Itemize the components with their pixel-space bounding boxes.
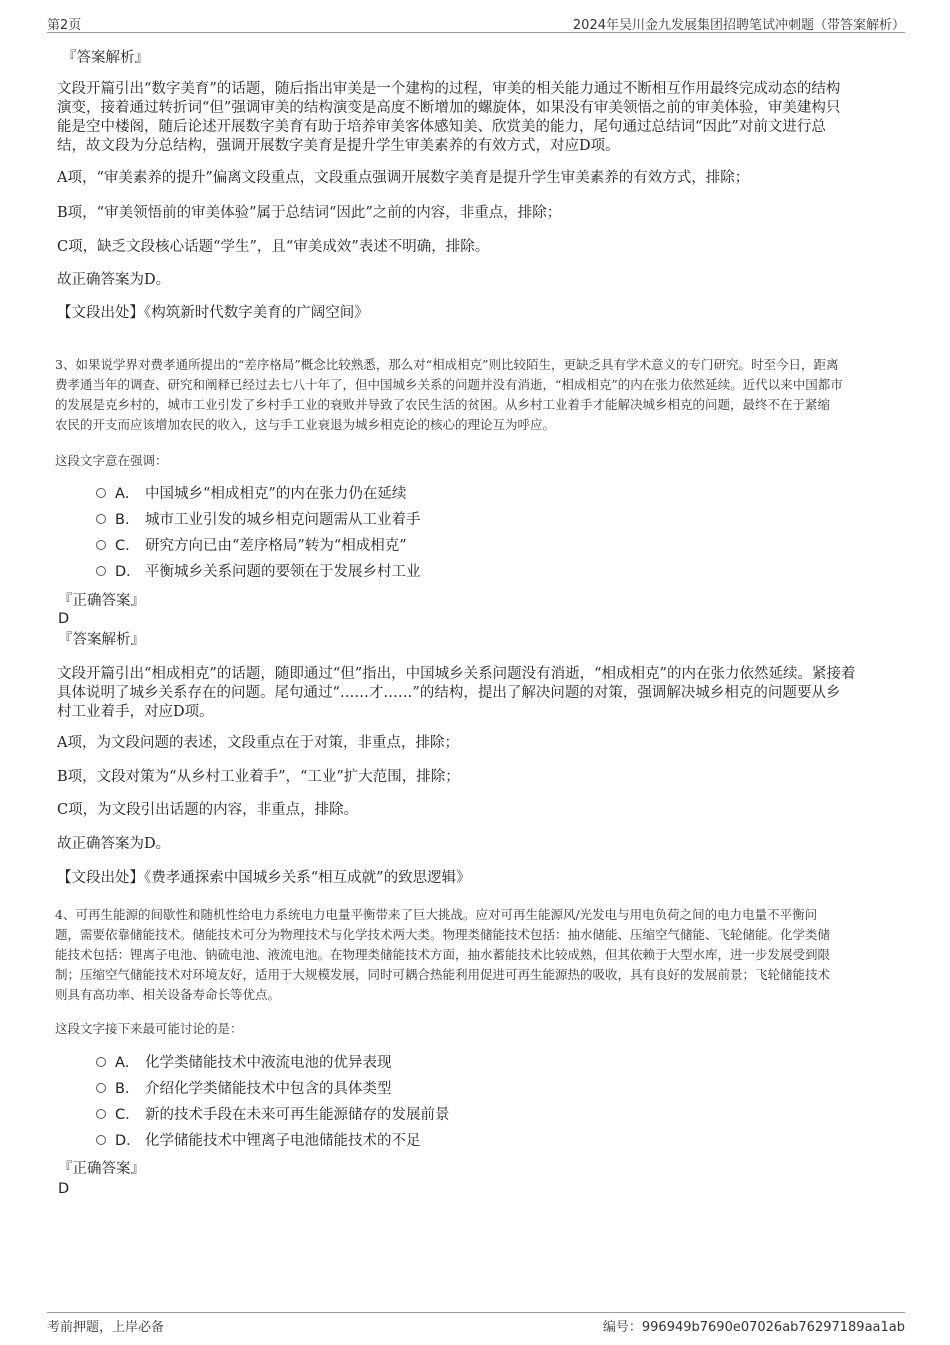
q3-answer-label: 『正确答案』 [58, 593, 145, 609]
q4-passage [55, 905, 905, 1005]
q4-passage-line: 4、可再生能源的间歇性和随机性给电力系统电力电量平衡带来了巨大挑战。应对可再生能源风/光发电与用电负荷之间的电力电量不平衡问 [55, 907, 818, 922]
q4-passage-line: 题，需要依靠储能技术。储能技术可分为物理技术与化学技术两大类。物理类储能技术包括：抽水储能、压缩空气储能、飞轮储能。化学类储 [55, 927, 831, 942]
q3-option-c[interactable] [96, 535, 796, 557]
radio-icon[interactable] [96, 514, 106, 524]
q3-analysis-paragraph [57, 665, 887, 722]
q2-analysis-label: 『答案解析』 [62, 50, 149, 66]
q4-passage-line: 制；压缩空气储能技术对环境友好，适用于大规模发展，同时可耦合热能利用促进可再生能源热的吸收，具有良好的发展前景；飞轮储能技术 [55, 967, 831, 982]
q3-answer: D [58, 611, 70, 627]
q2-analysis-line: 演变，接着通过转折词“但”强调审美的结构演变是高度不断增加的螺旋体，如果没有审美领悟之前的审美体验，审美建构只 [57, 100, 841, 116]
q3-option-a[interactable] [96, 483, 796, 505]
q2-analysis-line: 文段开篇引出“数字美育”的话题，随后指出审美是一个建构的过程，审美的相关能力通过不断相互作用最终完成动态的结构 [57, 81, 841, 97]
option-text: 化学储能技术中锂离子电池储能技术的不足 [145, 1133, 421, 1149]
radio-icon[interactable] [96, 1109, 106, 1119]
q3-explain-b: B项，文段对策为“从乡村工业着手”，“工业”扩大范围，排除； [57, 769, 460, 785]
q4-answer-label: 『正确答案』 [58, 1161, 145, 1177]
q2-analysis-line: 能是空中楼阁，随后论述开展数字美育有助于培养审美客体感知美、欣赏美的能力，尾句通过总结词“因此”对前文进行总 [57, 119, 826, 135]
radio-icon[interactable] [96, 1083, 106, 1093]
q4-passage-line: 则具有高功率、相关设备寿命长等优点。 [55, 987, 281, 1002]
option-text: 化学类储能技术中液流电池的优异表现 [145, 1055, 392, 1071]
q3-analysis-label: 『答案解析』 [58, 632, 145, 648]
option-letter: D． [115, 1133, 141, 1149]
page-footer [47, 1312, 905, 1337]
option-text: 介绍化学类储能技术中包含的具体类型 [145, 1081, 392, 1097]
q2-analysis-paragraph [57, 80, 887, 156]
q2-explain-a: A项，“审美素养的提升”偏离文段重点，文段重点强调开展数字美育是提升学生审美素养的有效方式，排除； [57, 170, 750, 186]
q4-option-a[interactable] [96, 1052, 796, 1074]
document-code: 编号：996949b7690e07026ab76297189aa1ab [602, 1320, 905, 1335]
q2-explain-b: B项，“审美领悟前的审美体验”属于总结词“因此”之前的内容，非重点，排除； [57, 205, 562, 221]
q3-explain-c: C项，为文段引出话题的内容，非重点，排除。 [57, 802, 359, 818]
q3-passage-line: 费孝通当年的调查、研究和阐释已经过去七八十年了，但中国城乡关系的问题并没有消逝，“相成相克”的内在张力依然延续。近代以来中国都市 [55, 377, 843, 392]
q3-analysis-line: 具体说明了城乡关系存在的问题。尾句通过“……才……”的结构，提出了解决问题的对策，强调解决城乡相克的问题要从乡 [57, 685, 841, 701]
q3-passage-line: 的发展是克乡村的，城市工业引发了乡村手工业的衰败并导致了农民生活的贫困。从乡村工业着手才能解决城乡相克的问题，最终不在于紧缩 [55, 397, 831, 412]
q3-explain-a: A项，为文段问题的表述，文段重点在于对策，非重点，排除； [57, 735, 459, 751]
option-letter: D． [115, 564, 141, 580]
option-letter: B． [115, 512, 140, 528]
q3-passage [55, 355, 905, 435]
q4-answer: D [58, 1181, 70, 1197]
q3-analysis-line: 文段开篇引出“相成相克”的话题，随即通过“但”指出，中国城乡关系问题没有消逝，“相成相克”的内在张力依然延续。紧接着 [57, 666, 856, 682]
option-letter: A． [115, 1055, 140, 1071]
option-letter: A． [115, 486, 140, 502]
page-header [47, 12, 905, 33]
page-number: 第2页 [47, 18, 82, 33]
q4-option-c[interactable] [96, 1104, 796, 1126]
q3-analysis-line: 村工业着手，对应D项。 [57, 704, 214, 720]
footer-slogan: 考前押题，上岸必备 [47, 1320, 165, 1335]
option-letter: C． [115, 538, 140, 554]
q2-source: 【文段出处】《构筑新时代数字美育的广阔空间》 [57, 305, 369, 321]
radio-icon[interactable] [96, 1135, 106, 1145]
q4-passage-line: 能技术包括：锂离子电池、钠硫电池、液流电池。在物理类储能技术方面，抽水蓄能技术比较成熟，但其依赖于大型水库，进一步发展受到限 [55, 947, 831, 962]
document-title: 2024年吴川金九发展集团招聘笔试冲刺题（带答案解析） [572, 18, 905, 33]
option-text: 平衡城乡关系问题的要领在于发展乡村工业 [145, 564, 421, 580]
option-text: 新的技术手段在未来可再生能源储存的发展前景 [145, 1107, 450, 1123]
q3-conclusion: 故正确答案为D。 [57, 836, 171, 852]
q2-conclusion: 故正确答案为D。 [57, 272, 171, 288]
q2-analysis-line: 结，故文段为分总结构，强调开展数字美育是提升学生审美素养的有效方式，对应D项。 [57, 138, 620, 154]
radio-icon[interactable] [96, 488, 106, 498]
q4-prompt: 这段文字接下来最可能讨论的是： [55, 1021, 243, 1036]
q3-option-d[interactable] [96, 561, 796, 583]
radio-icon[interactable] [96, 1057, 106, 1067]
radio-icon[interactable] [96, 540, 106, 550]
q4-option-b[interactable] [96, 1078, 796, 1100]
option-text: 城市工业引发的城乡相克问题需从工业着手 [145, 512, 421, 528]
option-letter: B． [115, 1081, 140, 1097]
option-text: 研究方向已由“差序格局”转为“相成相克” [145, 538, 407, 554]
q3-passage-line: 3、如果说学界对费孝通所提出的“差序格局”概念比较熟悉，那么对“相成相克”则比较陌生，更缺乏具有学术意义的专门研究。时至今日，距离 [55, 357, 839, 372]
q3-source: 【文段出处】《费孝通探索中国城乡关系“相互成就”的致思逻辑》 [57, 870, 471, 886]
option-letter: C． [115, 1107, 140, 1123]
q3-prompt: 这段文字意在强调： [55, 453, 168, 468]
q4-option-d[interactable] [96, 1130, 796, 1152]
q2-explain-c: C项，缺乏文段核心话题“学生”，且“审美成效”表述不明确，排除。 [57, 239, 490, 255]
option-text: 中国城乡“相成相克”的内在张力仍在延续 [145, 486, 407, 502]
q3-option-b[interactable] [96, 509, 796, 531]
radio-icon[interactable] [96, 566, 106, 576]
q3-passage-line: 农民的开支而应该增加农民的收入，这与手工业衰退为城乡相克论的核心的理论互为呼应。 [55, 417, 556, 432]
